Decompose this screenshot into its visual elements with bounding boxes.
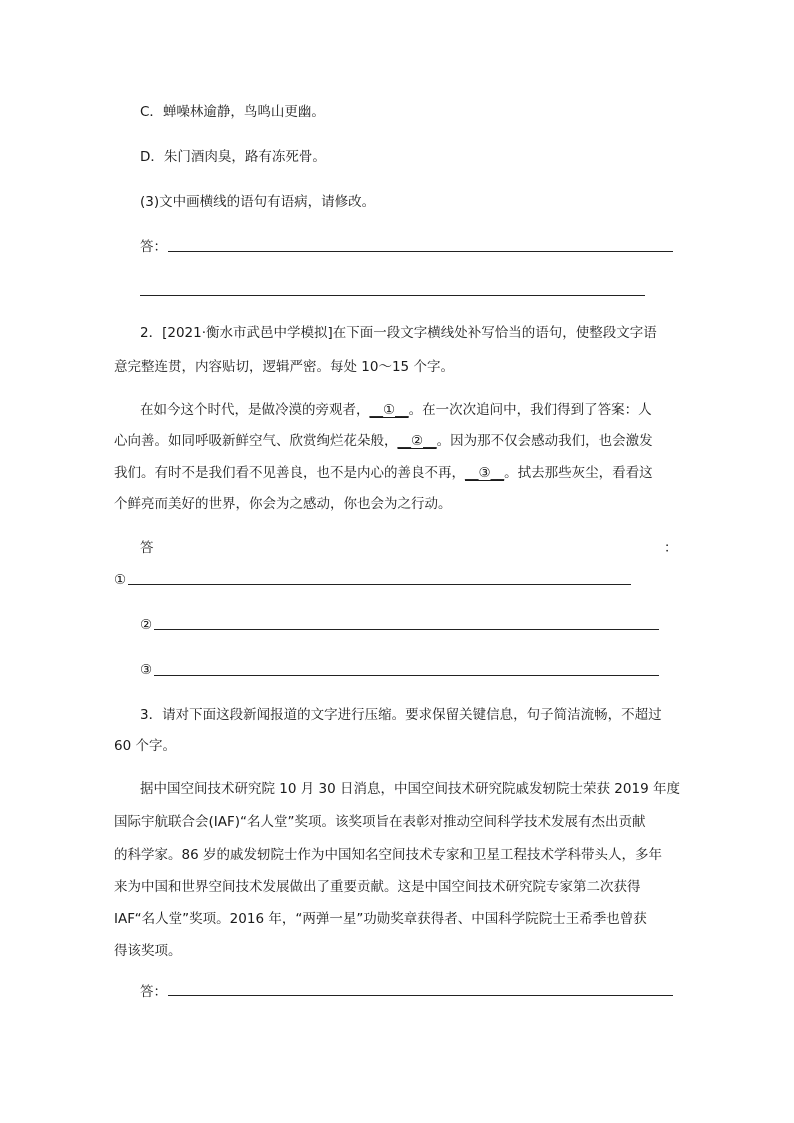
question-3-stem: 60 个字。 [114, 738, 176, 754]
answer-line[interactable] [168, 995, 673, 996]
question-2-stem: 2．[2021·衡水市武邑中学模拟]在下面一段文字横线处补写恰当的语句，使整段文字语 [140, 325, 657, 341]
answer-mark-3: ③ [140, 662, 153, 678]
answer-label: 答： [140, 239, 167, 255]
sub-question-3: (3)文中画横线的语句有语病，请修改。 [140, 194, 376, 210]
news-line: 来为中国和世界空间技术发展做出了重要贡献。这是中国空间技术研究院专家第二次获得 [114, 879, 641, 895]
blank-2: __②__ [397, 433, 437, 449]
answer-line[interactable] [154, 675, 659, 676]
answer-mark-1: ① [114, 572, 127, 588]
news-line: IAF“名人堂”奖项。2016 年，“两弹一星”功勋奖章获得者、中国科学院院士王希季也曾获 [114, 911, 647, 927]
passage-line: 我们。有时不是我们看不见善良，也不是内心的善良不再，__③__。拭去那些灰尘，看看这 [114, 465, 653, 481]
option-c: C．蝉噪林逾静，鸟鸣山更幽。 [140, 104, 325, 120]
answer-colon: ： [664, 540, 678, 556]
blank-3: __③__ [465, 465, 505, 481]
answer-line[interactable] [140, 295, 645, 296]
answer-line[interactable] [154, 629, 659, 630]
news-line: 得该奖项。 [114, 943, 182, 959]
news-line: 国际宇航联合会(IAF)“名人堂”奖项。该奖项旨在表彰对推动空间科学技术发展有杰出贡献 [114, 814, 646, 830]
answer-word: 答 [140, 540, 154, 556]
passage-line: 个鲜亮而美好的世界，你会为之感动，你也会为之行动。 [114, 496, 452, 512]
blank-1: __①__ [369, 402, 409, 418]
answer-mark-2: ② [140, 617, 153, 633]
answer-line[interactable] [128, 584, 631, 585]
passage-line: 在如今这个时代，是做冷漠的旁观者，__①__。在一次次追问中，我们得到了答案：人 [140, 402, 652, 418]
answer-label: 答： [140, 984, 167, 1000]
news-line: 据中国空间技术研究院 10 月 30 日消息，中国空间技术研究院戚发轫院士荣获 2019 年度 [140, 781, 680, 797]
question-3-stem: 3．请对下面这段新闻报道的文字进行压缩。要求保留关键信息，句子简洁流畅，不超过 [140, 707, 662, 723]
passage-line: 心向善。如同呼吸新鲜空气、欣赏绚烂花朵般，__②__。因为那不仅会感动我们，也会激发 [114, 433, 653, 449]
news-line: 的科学家。86 岁的戚发轫院士作为中国知名空间技术专家和卫星工程技术学科带头人，多年 [114, 847, 662, 863]
question-2-stem: 意完整连贯，内容贴切，逻辑严密。每处 10～15 个字。 [114, 359, 454, 375]
answer-line[interactable] [168, 251, 673, 252]
option-d: D．朱门酒肉臭，路有冻死骨。 [140, 149, 326, 165]
